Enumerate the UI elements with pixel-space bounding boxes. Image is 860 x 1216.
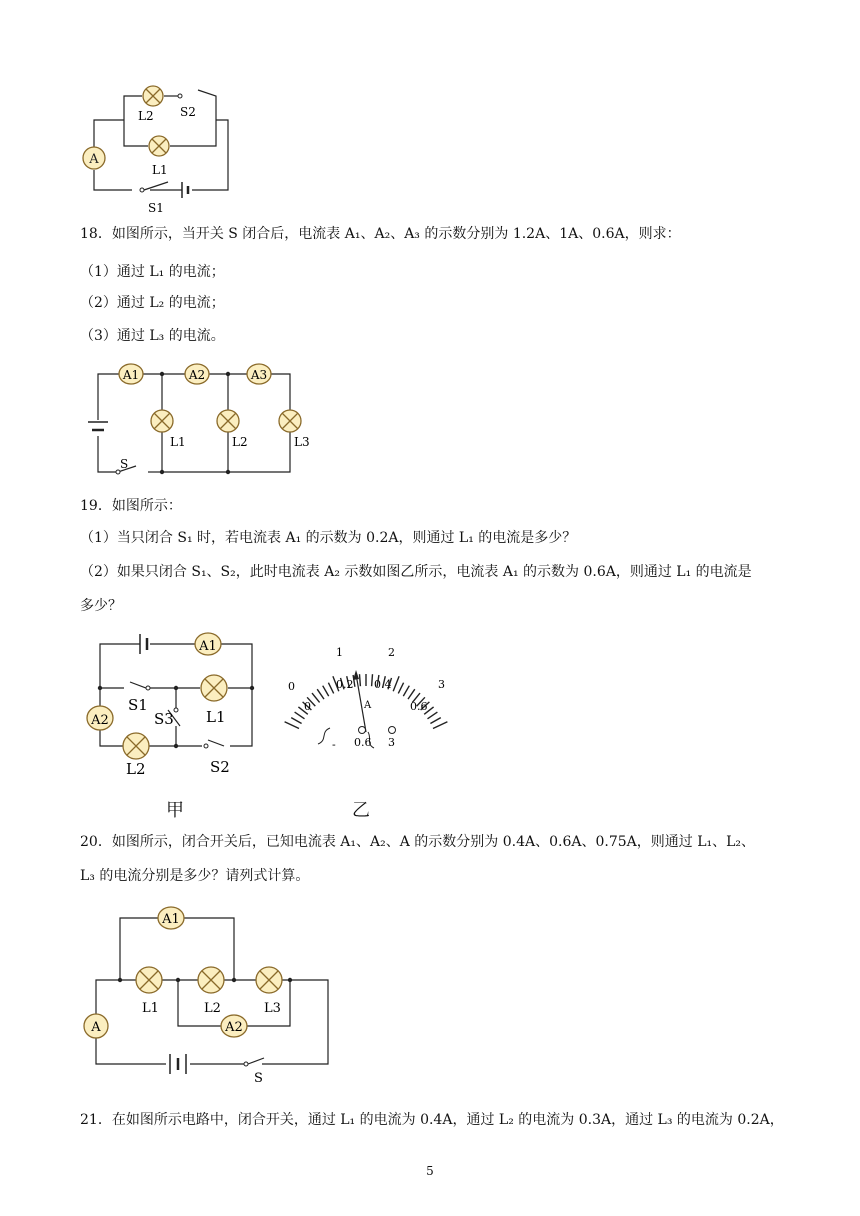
ammeter-a2-icon (185, 364, 209, 384)
q18-sub2: （2）通过 L₂ 的电流； (80, 295, 225, 311)
svg-text:L2: L2 (232, 435, 248, 449)
lamp-l2-icon (123, 733, 149, 759)
ammeter-a1-icon (119, 364, 143, 384)
q19-sub2-line2: 多少？ (80, 598, 122, 614)
meter-tick (360, 674, 361, 686)
lamp-l1-icon (201, 675, 227, 701)
svg-text:L1: L1 (206, 708, 226, 726)
svg-text:A: A (89, 152, 99, 167)
lamp-l2-icon (143, 86, 163, 106)
svg-text:L1: L1 (170, 435, 186, 449)
svg-text:S3: S3 (154, 710, 174, 728)
ammeter-a1-icon (195, 633, 221, 655)
ammeter-a-icon (84, 1014, 108, 1038)
ammeter-a2-icon (87, 706, 113, 730)
meter-tick (312, 693, 320, 702)
lamp-l2-icon (198, 967, 224, 993)
lamp-l3-icon (279, 410, 301, 432)
ammeter-a1-icon (158, 907, 184, 929)
svg-text:L2: L2 (204, 1001, 221, 1016)
svg-text:S: S (120, 457, 129, 471)
svg-text:S2: S2 (210, 758, 230, 776)
svg-text:A1: A1 (162, 912, 180, 927)
ammeter-a2-icon (221, 1015, 247, 1037)
meter-tick (398, 683, 403, 694)
meter-bot-0: 0 (304, 700, 311, 713)
svg-text:A1: A1 (122, 368, 140, 382)
meter-tick (295, 712, 305, 719)
caption-yi: 乙 (352, 800, 370, 821)
lamp-l1-icon (149, 136, 169, 156)
figure-q18-circuit (82, 358, 332, 483)
meter-bot-06: 0.6 (410, 700, 428, 713)
svg-text:L1: L1 (142, 1001, 159, 1016)
q18-sub3: （3）通过 L₃ 的电流。 (80, 328, 225, 344)
figure-q20-circuit (82, 902, 342, 1082)
meter-tick (428, 712, 438, 719)
q18-sub1: （1）通过 L₁ 的电流； (80, 264, 225, 280)
meter-unit-a: A (364, 700, 372, 711)
meter-top-0: 0 (288, 680, 295, 693)
meter-top-3: 3 (438, 678, 445, 691)
q19-stem: 19．如图所示： (80, 498, 182, 514)
q18-stem: 18．如图所示，当开关 S 闭合后，电流表 A₁、A₂、A₃ 的示数分别为 1.2A、1A、0.6A，则求： (80, 226, 681, 242)
svg-text:S1: S1 (128, 696, 148, 714)
meter-top-2: 2 (388, 646, 395, 659)
figure-q19-meter-yi (282, 640, 452, 760)
ammeter-icon (83, 147, 105, 169)
svg-text:S2: S2 (180, 105, 196, 119)
svg-text:-: - (332, 738, 336, 751)
meter-tick (393, 676, 399, 691)
caption-jia: 甲 (166, 800, 184, 821)
meter-tick (430, 718, 440, 724)
figure-q17-circuit (78, 78, 248, 218)
meter-tick (291, 718, 301, 724)
svg-text:3: 3 (388, 736, 395, 749)
svg-text:A1: A1 (199, 639, 217, 654)
ammeter-a3-icon (247, 364, 271, 384)
svg-text:A: A (91, 1020, 101, 1035)
q19-sub2-line1: （2）如果只闭合 S₁、S₂，此时电流表 A₂ 示数如图乙所示，电流表 A₁ 的示数为 0.6A，则通过 L₁ 的电流是 (80, 564, 752, 580)
lamp-l3-icon (256, 967, 282, 993)
meter-top-1: 1 (336, 646, 343, 659)
svg-text:A3: A3 (250, 368, 268, 382)
svg-text:S1: S1 (148, 201, 164, 215)
lamp-l1-icon (151, 410, 173, 432)
svg-text:A2: A2 (225, 1020, 243, 1035)
meter-bot-02: 0.2 (336, 678, 354, 691)
q21-stem: 21．在如图所示电路中，闭合开关，通过 L₁ 的电流为 0.4A，通过 L₂ 的电流为 0.3A，通过 L₃ 的电流为 0.2A， (80, 1112, 784, 1128)
svg-text:A2: A2 (91, 713, 109, 728)
meter-tick (408, 689, 415, 699)
meter-tick (433, 722, 447, 729)
meter-tick (285, 722, 299, 729)
lamp-l2-icon (217, 410, 239, 432)
figure-q19-circuit-jia (84, 626, 264, 776)
q20-stem-line2: L₃ 的电流分别是多少？请列式计算。 (80, 868, 310, 884)
meter-tick (317, 689, 324, 699)
q19-sub1: （1）当只闭合 S₁ 时，若电流表 A₁ 的示数为 0.2A，则通过 L₁ 的电流是多少？ (80, 530, 577, 546)
q20-stem-line1: 20．如图所示，闭合开关后，已知电流表 A₁、A₂、A 的示数分别为 0.4A、0.6A、0.75A，则通过 L₁、L₂、 (80, 834, 756, 850)
svg-text:0.6: 0.6 (354, 736, 372, 749)
svg-text:A2: A2 (188, 368, 206, 382)
lamp-l1-icon (136, 967, 162, 993)
meter-tick (403, 686, 409, 696)
svg-text:L1: L1 (152, 163, 168, 177)
svg-text:S: S (254, 1071, 263, 1082)
meter-tick (328, 683, 333, 694)
svg-text:L2: L2 (138, 109, 154, 123)
svg-text:L3: L3 (294, 435, 310, 449)
page-number: 5 (426, 1164, 434, 1178)
svg-text:L3: L3 (264, 1001, 281, 1016)
meter-tick (372, 674, 373, 686)
meter-bot-04: 0.4 (374, 678, 392, 691)
svg-text:L2: L2 (126, 760, 146, 776)
meter-tick (323, 686, 329, 696)
